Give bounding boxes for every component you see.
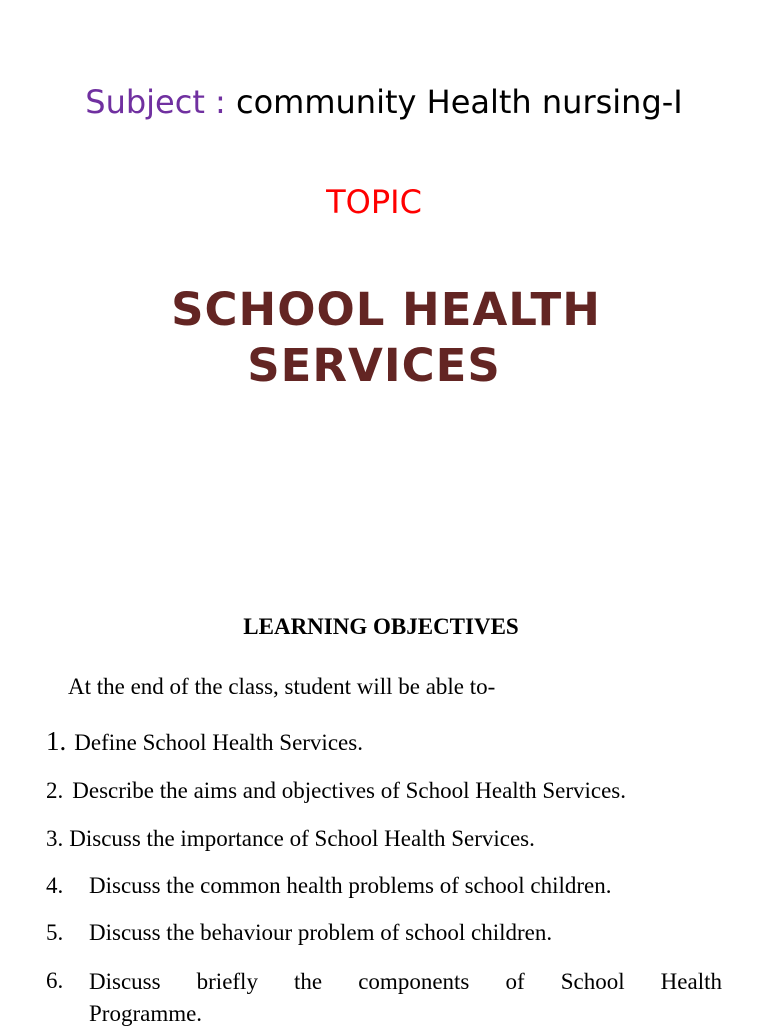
objective-number: 4. — [46, 873, 64, 898]
objective-item-2 — [46, 776, 722, 806]
subject-line — [0, 80, 768, 124]
intro-text: At the end of the class, student will be able to- — [68, 674, 496, 699]
objective-item-4 — [46, 871, 722, 901]
objective-word: of — [505, 969, 525, 994]
objective-text: Describe the aims and objectives of School Health Services. — [72, 778, 627, 803]
objective-text-line-1 — [89, 966, 722, 998]
objective-number: 2. — [46, 778, 64, 803]
objective-number: 5. — [46, 920, 64, 945]
objective-text: Discuss the importance of School Health Services. — [69, 826, 535, 851]
title-line-2: SERVICES — [247, 339, 501, 392]
title-line-1: SCHOOL HEALTH — [171, 283, 601, 336]
objective-item-3 — [46, 824, 722, 854]
objective-text-line-2: Programme. — [89, 1001, 203, 1026]
objective-item-6 — [46, 966, 722, 1030]
objective-word: Discuss — [89, 969, 161, 994]
page-title — [0, 282, 768, 394]
objective-text: Define School Health Services. — [74, 730, 363, 755]
subject-value: community Health nursing-I — [236, 83, 683, 121]
objective-word: briefly — [196, 969, 258, 994]
objective-word: components — [358, 969, 470, 994]
objective-word: School — [560, 969, 625, 994]
subject-label: Subject : — [85, 83, 236, 121]
objective-word: the — [294, 969, 323, 994]
objective-item-1 — [46, 726, 722, 758]
objective-word: Health — [660, 969, 722, 994]
objective-number: 1. — [46, 726, 67, 756]
topic-label: TOPIC — [326, 183, 422, 221]
objective-number: 6. — [46, 968, 64, 993]
objective-text: Discuss the behaviour problem of school children. — [89, 920, 553, 945]
objective-number: 3. — [46, 826, 64, 851]
objective-text: Discuss the common health problems of school children. — [89, 873, 612, 898]
objective-text — [89, 966, 722, 1030]
objective-item-5 — [46, 918, 722, 948]
learning-objectives-heading: LEARNING OBJECTIVES — [243, 614, 519, 639]
